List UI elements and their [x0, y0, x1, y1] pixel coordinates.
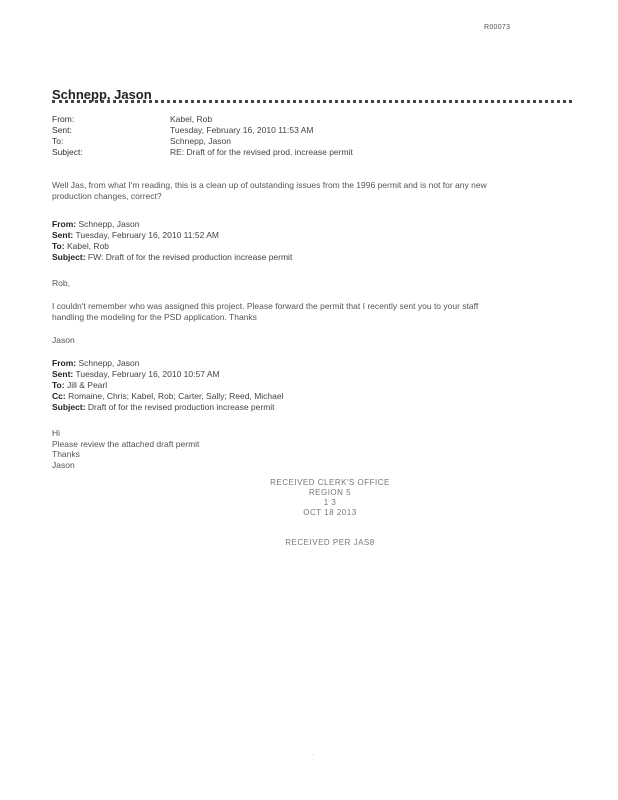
stamp-line: OCT 18 2013 — [303, 508, 357, 517]
page-mark: · — [312, 752, 314, 758]
header-divider — [52, 100, 572, 103]
fwd1-sent — [52, 230, 552, 241]
forward-body-line: I couldn't remember who was assigned this project. Please forward the permit that I recently sent you to your staff — [52, 301, 479, 311]
from-value: Kabel, Rob — [170, 114, 213, 124]
sent-row — [52, 125, 572, 136]
closing — [52, 428, 552, 471]
to-row — [52, 136, 572, 147]
reply-line: production changes, correct? — [52, 190, 162, 201]
bates-number: R00073 — [484, 24, 511, 31]
forward-header-1 — [52, 219, 552, 263]
forward-body — [52, 301, 552, 322]
fwd2-cc — [52, 391, 552, 402]
greeting: Rob, — [52, 278, 70, 288]
sent-label: Sent: — [52, 125, 72, 135]
email-header — [52, 114, 572, 158]
subject-value: RE: Draft of for the revised prod. increase permit — [170, 147, 353, 157]
fwd1-subject-label: Subject: — [52, 252, 86, 262]
subject-label: Subject: — [52, 147, 83, 157]
stamp-line: 1 3 — [323, 498, 337, 507]
fwd1-from-value: Schnepp, Jason — [78, 219, 140, 229]
fwd2-to-value: Jill & Pearl — [66, 380, 108, 390]
subject-row — [52, 147, 572, 158]
fwd1-from — [52, 219, 552, 230]
fwd1-to — [52, 241, 552, 252]
forward-body-line: handling the modeling for the PSD application. Thanks — [52, 311, 257, 322]
fwd2-cc-label: Cc: — [52, 391, 66, 401]
fwd2-sent-label: Sent: — [52, 369, 74, 379]
stamp-line: REGION 5 — [308, 488, 352, 497]
fwd1-subject-value: FW: Draft of for the revised production increase permit — [87, 252, 293, 262]
signoff: Jason — [52, 335, 75, 345]
received-per-stamp: RECEIVED PER JAS8 — [285, 538, 375, 547]
fwd2-subject — [52, 402, 552, 413]
to-label: To: — [52, 136, 64, 146]
from-row — [52, 114, 572, 125]
reply-body — [52, 180, 552, 201]
fwd1-from-label: From: — [52, 219, 77, 229]
fwd2-from-label: From: — [52, 358, 77, 368]
fwd1-sent-label: Sent: — [52, 230, 74, 240]
fwd2-sent-value: Tuesday, February 16, 2010 10:57 AM — [75, 369, 220, 379]
closing-line: Hi — [52, 428, 61, 438]
reply-line: Well Jas, from what I'm reading, this is a clean up of outstanding issues from the 1996 permit and is not for any new — [52, 180, 487, 190]
to-value: Schnepp, Jason — [170, 136, 231, 146]
from-label: From: — [52, 114, 75, 124]
fwd2-from-value: Schnepp, Jason — [78, 358, 140, 368]
fwd2-to-label: To: — [52, 380, 65, 390]
fwd2-subject-value: Draft of for the revised production increase permit — [87, 402, 275, 412]
fwd2-cc-value: Romaine, Chris; Kabel, Rob; Carter, Sally; Reed, Michael — [68, 391, 284, 401]
fwd2-to — [52, 380, 552, 391]
fwd1-subject — [52, 252, 552, 263]
received-stamp — [260, 478, 400, 518]
stamp-line: RECEIVED CLERK'S OFFICE — [270, 478, 390, 487]
forward-header-2 — [52, 358, 552, 413]
fwd2-subject-label: Subject: — [52, 402, 86, 412]
sender-name: Schnepp, Jason — [52, 87, 152, 102]
closing-line: Thanks — [52, 449, 80, 460]
fwd2-sent — [52, 369, 552, 380]
fwd1-to-label: To: — [52, 241, 65, 251]
fwd1-sent-value: Tuesday, February 16, 2010 11:52 AM — [75, 230, 219, 240]
closing-line: Please review the attached draft permit — [52, 438, 200, 449]
sent-value: Tuesday, February 16, 2010 11:53 AM — [170, 125, 314, 135]
closing-line: Jason — [52, 459, 75, 470]
fwd2-from — [52, 358, 552, 369]
fwd1-to-value: Kabel, Rob — [66, 241, 110, 251]
